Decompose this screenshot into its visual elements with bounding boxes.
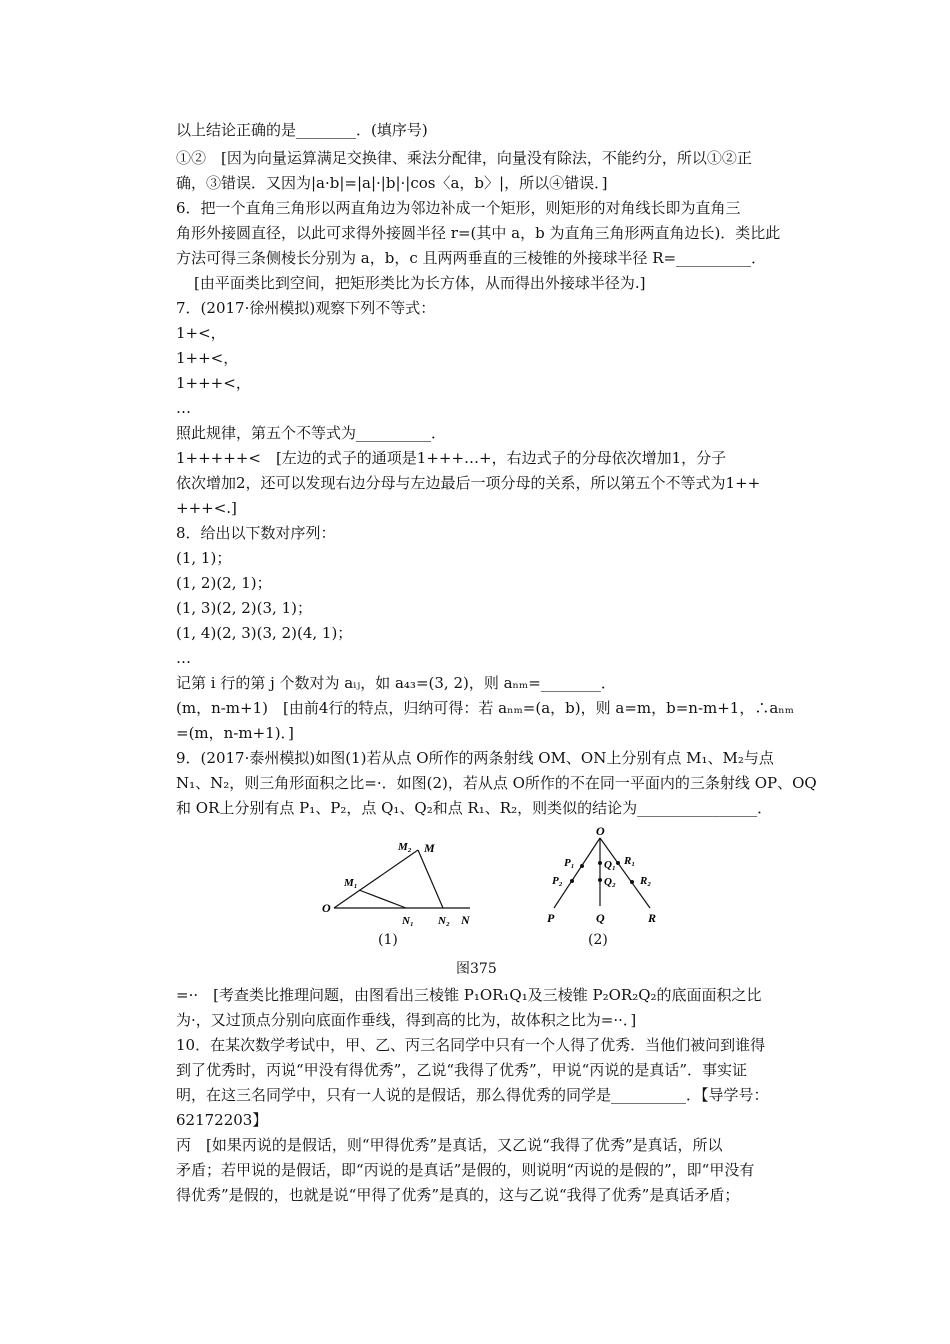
text-line: 丙 [如果丙说的是假话，则“甲得优秀”是真话，又乙说“我得了优秀”是真话，所以 bbox=[176, 1136, 723, 1154]
text-line: 得优秀”是假的，也就是说“甲得了优秀”是真的，这与乙说“我得了优秀”是真话矛盾； bbox=[176, 1186, 740, 1204]
text-line: 为·，又过顶点分别向底面作垂线，得到高的比为，故体积之比为=··．] bbox=[176, 1011, 637, 1029]
text-line: (m，n-m+1) [由前4行的特点，归纳可得：若 aₙₘ=(a，b)，则 a=m，b=n-m+1，∴aₙₘ bbox=[176, 699, 794, 717]
point-r1 bbox=[616, 861, 620, 865]
label-q1: Q₁ bbox=[604, 859, 616, 871]
label-p: P bbox=[547, 911, 555, 925]
text-line: 1++<， bbox=[176, 349, 239, 367]
label-r2: R₂ bbox=[640, 875, 652, 887]
text-line: [由平面类比到空间，把矩形类比为长方体，从而得出外接球半径为.] bbox=[194, 274, 646, 292]
ray-op bbox=[554, 838, 600, 908]
point-q2 bbox=[598, 878, 602, 882]
label-o: O bbox=[322, 901, 331, 915]
text-line: 照此规律，第五个不等式为__________． bbox=[176, 424, 447, 442]
text-line: =·· [考查类比推理问题，由图看出三棱锥 P₁OR₁Q₁及三棱锥 P₂OR₂Q₂的底面面积之比 bbox=[176, 986, 762, 1004]
text-line: 9．(2017·泰州模拟)如图(1)若从点 O所作的两条射线 OM、ON上分别有点 M₁、M₂与点 bbox=[176, 749, 774, 767]
label-p1: P₁ bbox=[564, 857, 575, 869]
text-line: 以上结论正确的是________．(填序号) bbox=[176, 121, 428, 139]
text-line: 和 OR上分别有点 P₁、P₂，点 Q₁、Q₂和点 R₁、R₂，则类似的结论为________________． bbox=[176, 799, 773, 817]
point-q1 bbox=[598, 861, 602, 865]
text-line: 8．给出以下数对序列： bbox=[176, 524, 336, 542]
figure-caption: 图375 bbox=[456, 961, 497, 977]
text-line: +++<.] bbox=[176, 499, 237, 517]
point-p1 bbox=[580, 864, 584, 868]
text-line: 7．(2017·徐州模拟)观察下列不等式： bbox=[176, 299, 436, 317]
figure-2-sublabel: (2) bbox=[588, 932, 608, 948]
segment-m1n1 bbox=[359, 890, 406, 908]
text-line: (1, 1)； bbox=[176, 549, 232, 567]
text-line: 方法可得三条侧棱长分别为 a，b，c 且两两垂直的三棱锥的外接球半径 R=__________． bbox=[176, 249, 767, 267]
figure-2 bbox=[538, 826, 668, 926]
text-line: (1, 2)(2, 1)； bbox=[176, 574, 272, 592]
label-n: N bbox=[461, 913, 470, 927]
label-q2: Q₂ bbox=[604, 876, 616, 888]
label-n1: N₁ bbox=[402, 915, 414, 927]
text-line: 记第 i 行的第 j 个数对为 aᵢⱼ，如 a₄₃=(3, 2)，则 aₙₘ=________． bbox=[176, 674, 616, 692]
text-line: 到了优秀时，丙说“甲没有得优秀”，乙说“我得了优秀”，甲说“丙说的是真话”．事实证 bbox=[176, 1061, 748, 1079]
text-line: 1+++<， bbox=[176, 374, 251, 392]
label-r1: R₁ bbox=[624, 855, 636, 867]
text-line: ①② [因为向量运算满足交换律、乘法分配律，向量没有除法，不能约分，所以①②正 bbox=[176, 149, 752, 167]
text-line: 确，③错误．又因为|a·b|=|a|·|b|·|cos〈a，b〉|，所以④错误．] bbox=[176, 174, 608, 192]
text-line: 角形外接圆直径，以此可求得外接圆半径 r=(其中 a，b 为直角三角形两直角边长)．类比此 bbox=[176, 224, 781, 242]
text-line: (1, 3)(2, 2)(3, 1)； bbox=[176, 599, 312, 617]
label-o2: O bbox=[596, 826, 605, 838]
label-q: Q bbox=[596, 911, 605, 925]
text-line: 1+<， bbox=[176, 324, 226, 342]
point-p2 bbox=[570, 879, 574, 883]
text-line: 依次增加2，还可以发现右边分母与左边最后一项分母的关系，所以第五个不等式为1++ bbox=[176, 474, 761, 492]
text-line: 矛盾；若甲说的是假话，即“丙说的是真话”是假的，则说明“丙说的是假的”，即“甲没有 bbox=[176, 1161, 755, 1179]
label-m1: M₁ bbox=[344, 877, 358, 889]
text-line: =(m，n-m+1)．] bbox=[176, 724, 294, 742]
text-line: 10．在某次数学考试中，甲、乙、丙三名同学中只有一个人得了优秀．当他们被问到谁得 bbox=[176, 1036, 766, 1054]
text-line: 1+++++< [左边的式子的通项是1+++…+，右边式子的分母依次增加1，分子 bbox=[176, 449, 727, 467]
label-m: M bbox=[424, 841, 435, 855]
text-line: 6．把一个直角三角形以两直角边为邻边补成一个矩形，则矩形的对角线长即为直角三 bbox=[176, 199, 741, 217]
text-line: N₁、N₂，则三角形面积之比=·．如图(2)，若从点 O所作的不在同一平面内的三条射线 OP、OQ bbox=[176, 774, 817, 792]
label-p2: P₂ bbox=[552, 875, 563, 887]
text-line: (1, 4)(2, 3)(3, 2)(4, 1)； bbox=[176, 624, 353, 642]
label-r: R bbox=[648, 911, 657, 925]
text-line: … bbox=[176, 649, 191, 667]
label-n2: N₂ bbox=[438, 915, 450, 927]
text-line: 62172203】 bbox=[176, 1111, 268, 1129]
figure-1-sublabel: (1) bbox=[378, 932, 398, 948]
point-r2 bbox=[630, 880, 634, 884]
ray-or bbox=[600, 838, 650, 908]
text-line: … bbox=[176, 399, 191, 417]
figure-1 bbox=[318, 838, 478, 928]
label-m2: M₂ bbox=[398, 841, 412, 853]
segment-m2n2 bbox=[418, 850, 443, 908]
text-line: 明，在这三名同学中，只有一人说的是假话，那么得优秀的同学是__________．【导学号： bbox=[176, 1086, 769, 1104]
